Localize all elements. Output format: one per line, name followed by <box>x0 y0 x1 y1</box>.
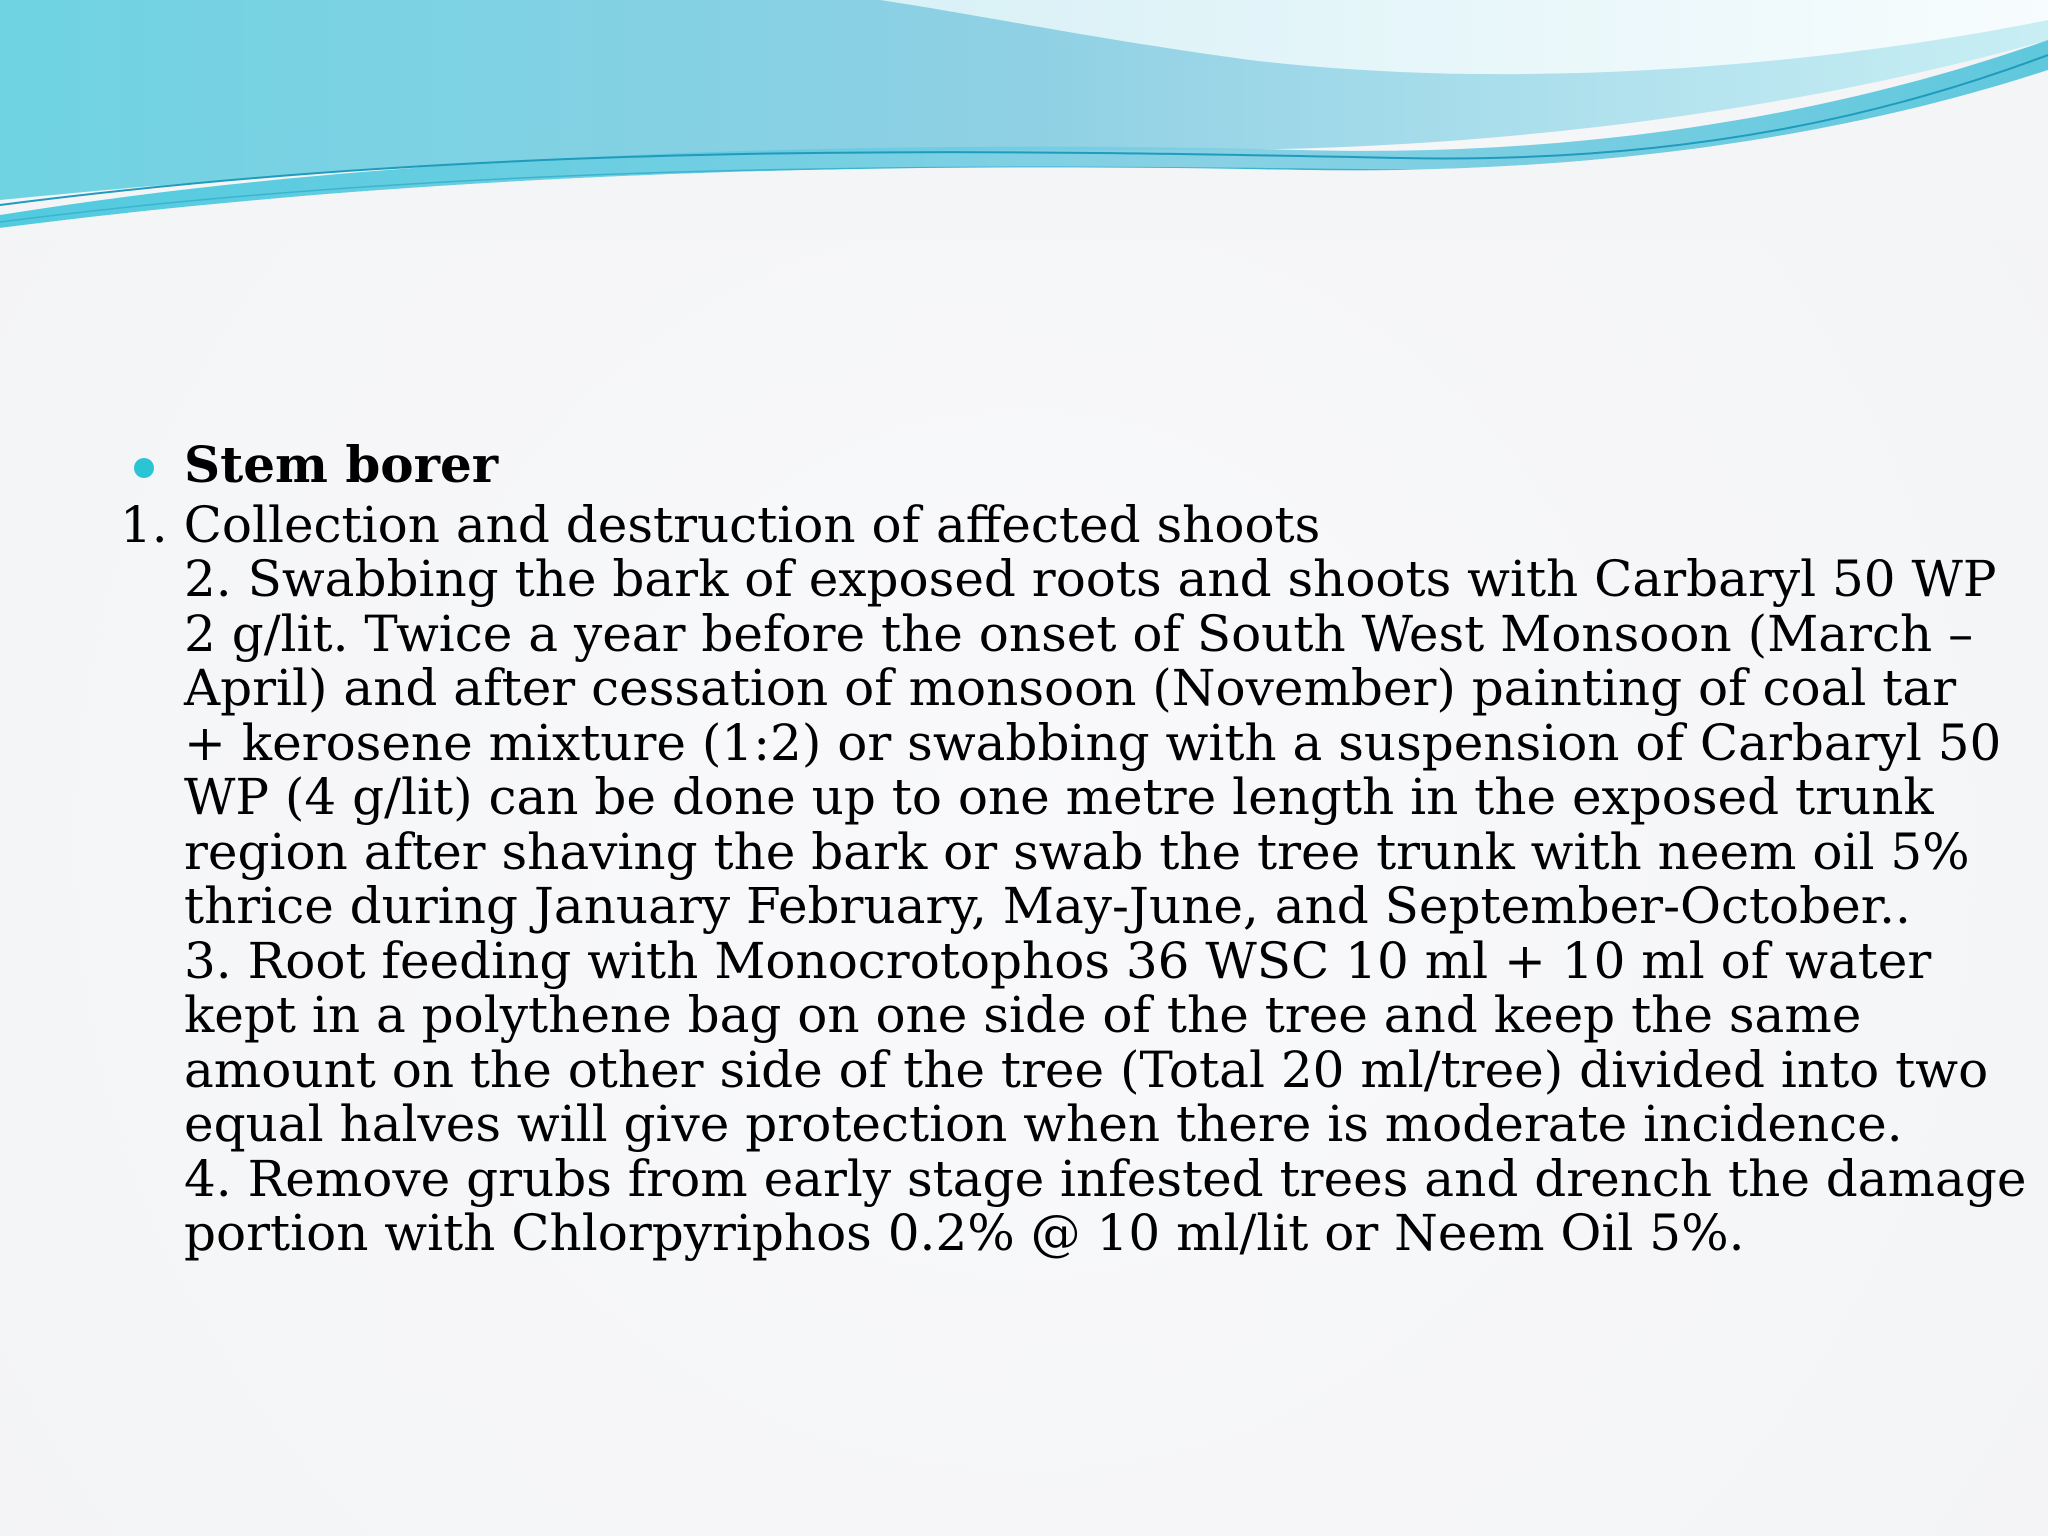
list-item-1: 1. Collection and destruction of affected shoots <box>120 496 1321 554</box>
text-line: equal halves will give protection when there is moderate incidence. <box>184 1095 1903 1153</box>
text-line: 3. Root feeding with Monocrotophos 36 WSC 10 ml + 10 ml of water <box>184 931 1932 990</box>
header-wave-decoration <box>0 0 2048 240</box>
content-area <box>120 432 2027 1262</box>
list-body <box>184 550 2027 1262</box>
text-line: 2 g/lit. Twice a year before the onset of South West Monsoon (March – <box>184 604 1974 663</box>
text-line: region after shaving the bark or swab the tree trunk with neem oil 5% <box>184 822 1970 881</box>
text-line: portion with Chlorpyriphos 0.2% @ 10 ml/lit or Neem Oil 5%. <box>184 1204 1745 1262</box>
text-line: April) and after cessation of monsoon (November) painting of coal tar <box>184 659 1957 717</box>
bullet-dot-icon <box>134 458 154 478</box>
text-line: kept in a polythene bag on one side of the tree and keep the same <box>184 986 1862 1044</box>
text-line: 2. Swabbing the bark of exposed roots and shoots with Carbaryl 50 WP <box>184 550 1997 608</box>
text-line: 4. Remove grubs from early stage infested trees and drench the damage <box>184 1149 2027 1208</box>
bullet-item <box>120 432 1940 498</box>
text-line: WP (4 g/lit) can be done up to one metre length in the exposed trunk <box>184 768 1934 826</box>
text-line: thrice during January February, May-June, and September-October.. <box>184 877 1911 935</box>
text-line: amount on the other side of the tree (Total 20 ml/tree) divided into two <box>184 1040 1989 1099</box>
bullet-title: Stem borer <box>184 435 499 494</box>
text-line: + kerosene mixture (1:2) or swabbing with a suspension of Carbaryl 50 <box>184 713 2002 772</box>
